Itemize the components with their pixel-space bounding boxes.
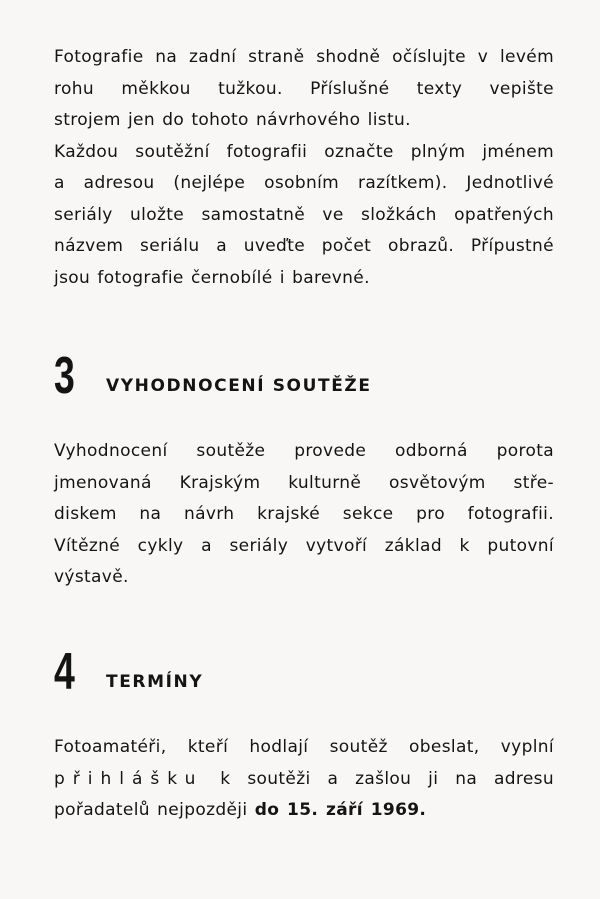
- text-line: strojem jen do tohoto návrhového listu.: [54, 110, 411, 130]
- section-number: 4: [54, 643, 75, 701]
- text-line: Fotografie na zadní straně shodně očíslujte v levém: [54, 47, 554, 67]
- text-line: seriály uložte samostatně ve složkách opatřených: [54, 204, 554, 225]
- text-line: [54, 764, 554, 796]
- text-line: rohu měkkou tužkou. Příslušné texty vepište: [54, 78, 554, 99]
- section-title: TERMÍNY: [106, 672, 204, 692]
- spaced-word: přihlášku: [54, 768, 204, 789]
- section-3-paragraph: [54, 436, 554, 594]
- section-4-paragraph: [54, 732, 554, 827]
- text-fragment: pořadatelů nejpozději: [54, 800, 248, 820]
- section-4-heading: [54, 643, 204, 701]
- text-line: jmenovaná Krajským kulturně osvětovým stře-: [54, 472, 554, 493]
- text-line: Každou soutěžní fotografii označte plným jménem: [54, 141, 554, 162]
- text-line: [54, 795, 554, 827]
- text-line: Vyhodnocení soutěže provede odborná porota: [54, 441, 554, 461]
- text-line: a adresou (nejlépe osobním razítkem). Jednotlivé: [54, 173, 554, 193]
- text-line: Fotoamatéři, kteří hodlají soutěž obeslat, vyplní: [54, 737, 554, 757]
- text-line: výstavě.: [54, 567, 129, 587]
- deadline-date: do 15. září 1969.: [254, 800, 427, 820]
- intro-paragraph: [54, 42, 554, 294]
- section-number: 3: [54, 347, 75, 405]
- text-line: názvem seriálu a uveďte počet obrazů. Přípustné: [54, 236, 554, 256]
- text-line: diskem na návrh krajské sekce pro fotografii.: [54, 504, 554, 524]
- text-line: Vítězné cykly a seriály vytvoří základ k putovní: [54, 535, 554, 556]
- section-3-heading: [54, 347, 372, 405]
- section-title: VYHODNOCENÍ SOUTĚŽE: [106, 376, 372, 396]
- text-line: jsou fotografie černobílé i barevné.: [54, 267, 370, 288]
- text-fragment: k soutěži a zašlou ji na adresu: [220, 768, 554, 789]
